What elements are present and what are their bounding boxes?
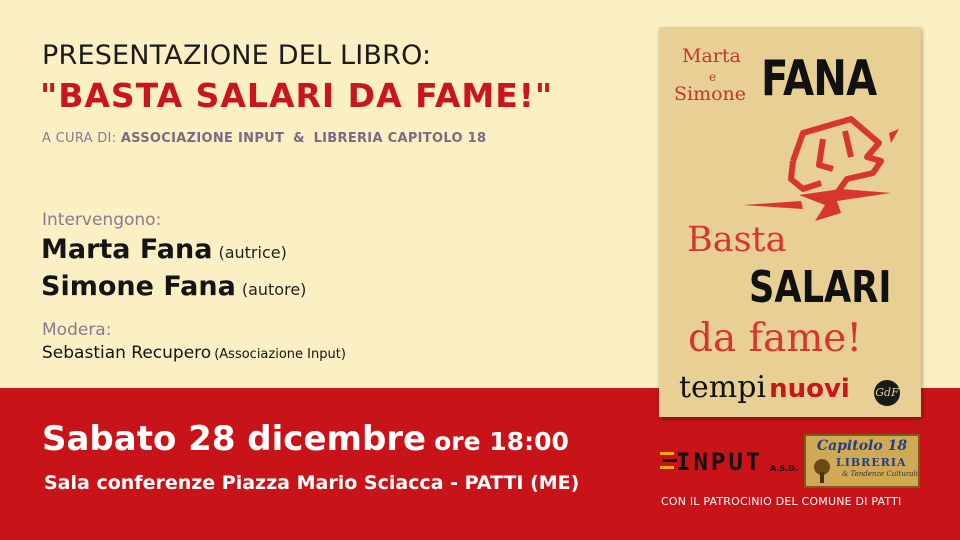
presentation-heading: PRESENTAZIONE DEL LIBRO: [42,40,432,71]
event-time: ore 18:00 [434,427,569,456]
publisher-logo: GdF [874,380,900,406]
curator-ampersand: & [293,131,305,146]
series-nuovi: nuovi [769,374,850,404]
speaker-name: Marta Fana [41,234,213,265]
speaker-marta [41,234,287,265]
speakers-label: Intervengono: [42,210,162,230]
capitolo-logo-libreria: LIBRERIA [836,456,907,469]
moderator [42,343,346,363]
book-title-salari: SALARI [749,262,892,313]
speaker-name: Simone Fana [41,271,236,302]
book-title-heading: "BASTA SALARI DA FAME!" [40,76,554,115]
curator-input: ASSOCIAZIONE INPUT [120,131,285,146]
speaker-role: (autore) [241,280,307,299]
book-author-simone: Simone [674,83,747,105]
tree-icon [810,458,834,484]
event-date [42,419,569,459]
event-day: Sabato 28 dicembre [42,419,427,459]
event-venue: Sala conferenze Piazza Mario Sciacca - PATTI (ME) [44,472,580,494]
book-surname: FANA [761,50,877,107]
curated-by [42,131,486,146]
moderator-label: Modera: [42,320,112,340]
book-cover [659,27,921,417]
input-logo-asd: A.S.D. [770,464,798,473]
moderator-role: (Associazione Input) [214,347,346,362]
series-tempi: tempi [679,370,767,405]
book-series [679,370,850,405]
patronage-text: CON IL PATROCINIO DEL COMUNE DI PATTI [661,495,902,508]
capitolo-18-logo [804,434,920,488]
book-author-conj: e [709,70,717,84]
curator-libreria: LIBRERIA CAPITOLO 18 [313,131,487,146]
input-logo [660,446,798,476]
book-title-basta: Basta [687,220,787,260]
capitolo-logo-title: Capitolo 18 [816,438,908,454]
curated-by-label: A CURA DI: [42,131,117,146]
capitolo-logo-tagline: & Tendenze Culturali [842,470,918,478]
book-author-marta: Marta [682,45,741,67]
input-logo-word: INPUT [676,448,764,476]
raised-fist-icon [741,109,901,227]
book-title-fame: da fame! [688,316,863,361]
moderator-name: Sebastian Recupero [42,343,212,363]
speaker-role: (autrice) [218,243,287,262]
speaker-simone [41,271,306,302]
